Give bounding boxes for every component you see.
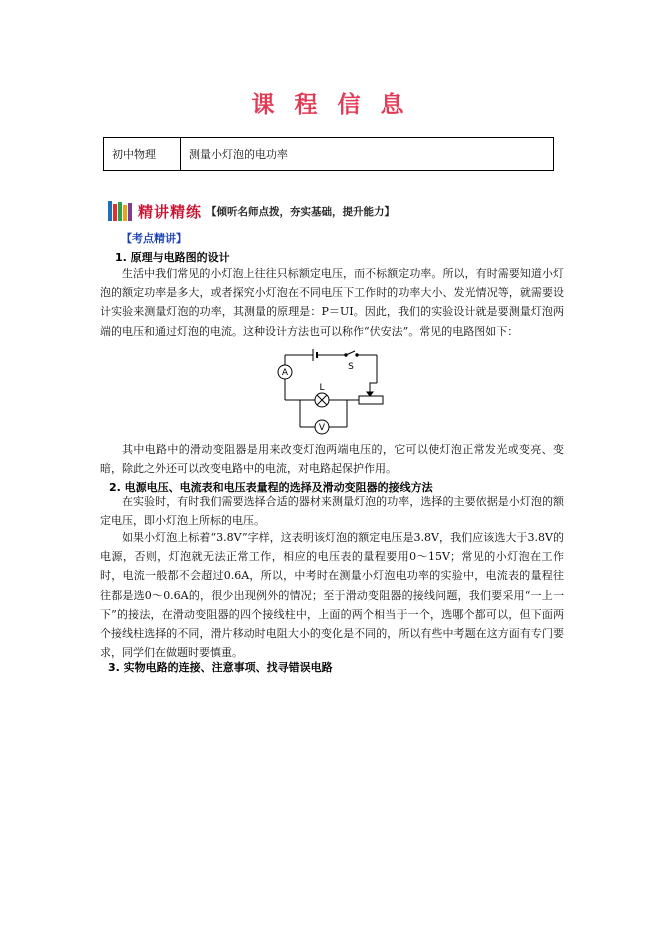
section-banner xyxy=(108,200,395,222)
point-2-heading: 2. 电源电压、电流表和电压表量程的选择及滑动变阻器的接线方法 xyxy=(109,481,433,494)
subject-cell: 初中物理 xyxy=(104,138,181,170)
banner-title: 精讲精练 xyxy=(138,202,203,221)
voltmeter-label: V xyxy=(318,423,326,433)
banner-subtitle: 【倾听名师点拨，夯实基础，提升能力】 xyxy=(206,205,396,218)
switch-blade xyxy=(346,351,355,355)
point-3-heading: 3. 实物电路的连接、注意事项、找寻错误电路 xyxy=(108,661,333,674)
section-label: 【考点精讲】 xyxy=(121,232,187,245)
books-icon xyxy=(108,201,134,221)
ammeter-label: A xyxy=(281,368,289,378)
point-1-paragraph-2 xyxy=(100,440,564,478)
course-info-table xyxy=(103,137,554,171)
point-2-paragraph-1 xyxy=(100,492,564,530)
slider-arrow xyxy=(367,392,373,396)
page-title: 课 程 信 息 xyxy=(251,91,410,118)
paragraph-text: 其中电路中的滑动变阻器是用来改变灯泡两端电压的，它可以使灯泡正常发光或变亮、变暗，除此之外还可以改变电路中的电流，对电路起保护作用。 xyxy=(100,443,564,476)
point-2-paragraph-2 xyxy=(100,528,564,662)
point-1-paragraph-1 xyxy=(100,264,564,341)
point-1-heading: 1. 原理与电路图的设计 xyxy=(115,251,230,264)
switch-label: S xyxy=(348,362,354,372)
paragraph-text: 如果小灯泡上标着“3.8V”字样，这表明该灯泡的额定电压是3.8V，我们应该选大于3.8V的电源，否则，灯泡就无法正常工作，相应的电压表的量程要用0～15V；常见的小灯泡在工作时，电流一般都不会超过0.6A，所以，中考时在测量小灯泡电功率的实验中，电流表的量程往往都是选0～0.6A的，很少出现例外的情况；至于滑动变阻器的接线问题，我们要采用“一上一下”的接法，在滑动变阻器的四个接线柱中，上面的两个相当于一个，选哪个都可以，但下面两个接线柱选择的不同，滑片移动时电阻大小的变化是不同的，所以有些中考题在这方面有专门要求，同学们在做题时要慎重。 xyxy=(100,531,564,660)
rheostat xyxy=(359,396,383,404)
lamp-label: L xyxy=(319,383,325,393)
paragraph-text: 在实验时，有时我们需要选择合适的器材来测量灯泡的功率，选择的主要依据是小灯泡的额定电压，即小灯泡上所标的电压。 xyxy=(100,495,564,528)
paragraph-text: 生活中我们常见的小灯泡上往往只标额定电压，而不标额定功率。所以，有时需要知道小灯泡的额定功率是多大，或者探究小灯泡在不同电压下工作时的功率大小、发光情况等，就需要设计实验来测量灯泡的功率，其测量的原理是：P＝UI。因此，我们的实验设计就是要测量灯泡两端的电压和通过灯泡的电流。这种设计方法也可以称作“伏安法”。常见的电路图如下： xyxy=(100,267,564,338)
circuit-diagram xyxy=(275,343,390,438)
topic-cell: 测量小灯泡的电功率 xyxy=(189,148,288,161)
